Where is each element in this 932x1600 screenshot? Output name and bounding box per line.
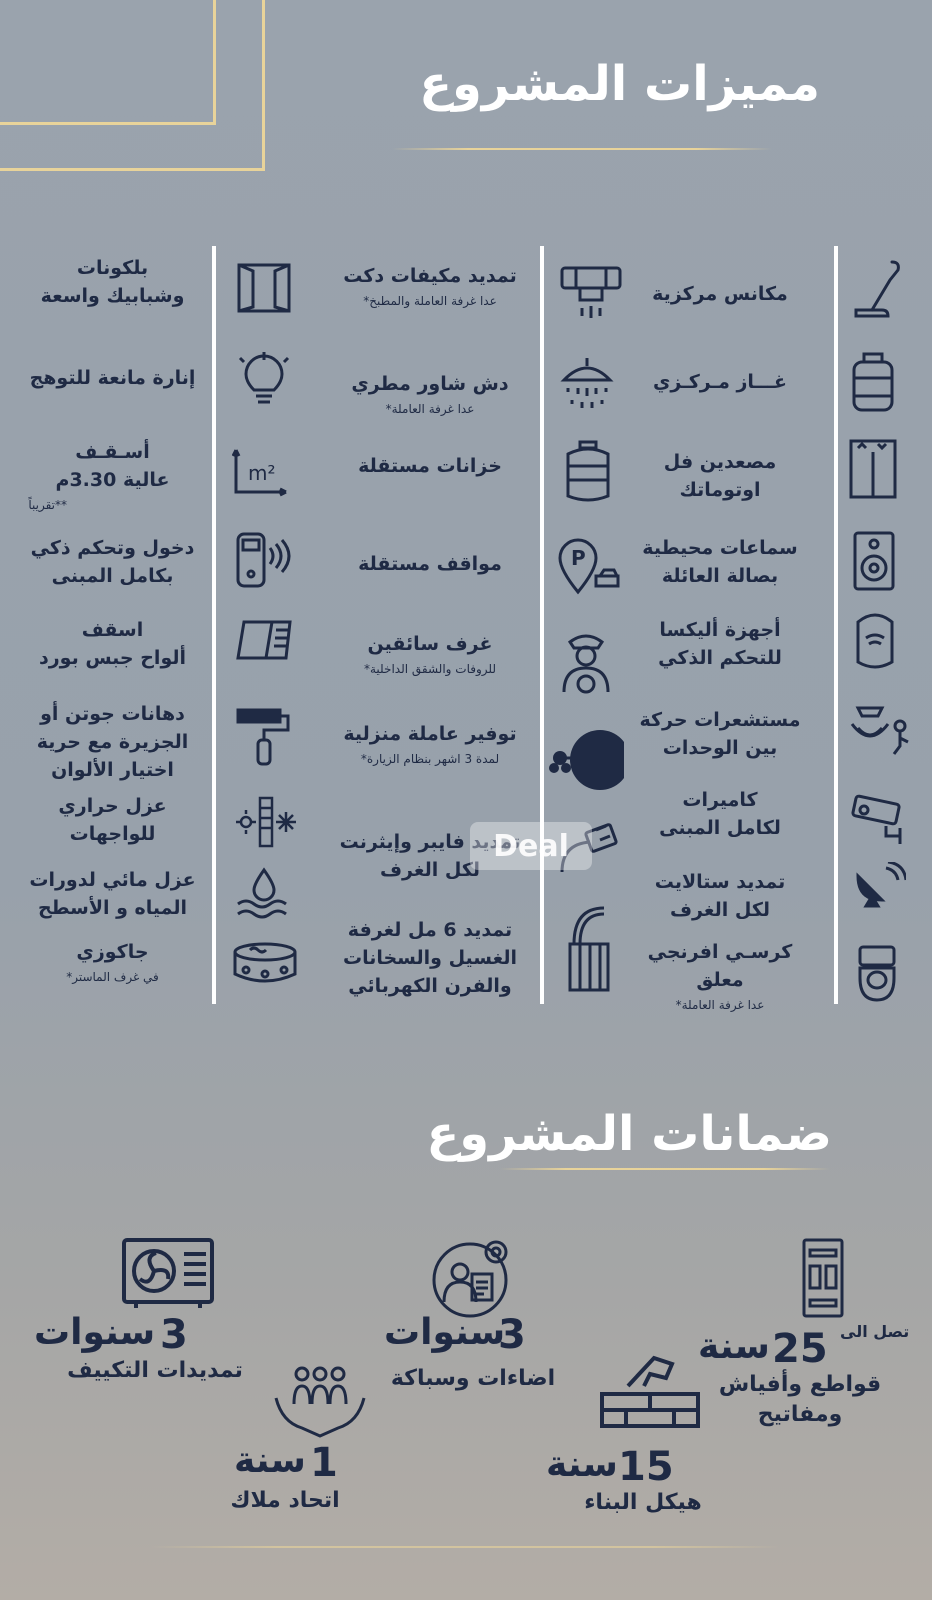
feature-paints: دهانات جوتن أو الجزيرة مع حرية اختيار الألوان — [36, 703, 189, 781]
features-title: مميزات المشروع — [419, 56, 820, 112]
guarantees-title-rule — [500, 1168, 830, 1170]
feature-rain-shower: دش شاور مطري عدا غرفة العاملة* — [351, 373, 509, 416]
feature-full-auto-elevators: مصعدين فل اوتوماتك — [663, 451, 777, 501]
duct-ac-icon — [558, 262, 624, 328]
cctv-camera-icon — [850, 794, 912, 846]
feature-separate-parking: مواقف مستقلة — [358, 553, 502, 575]
column-divider — [540, 246, 544, 1004]
switches-guarantee-number: 25 — [772, 1326, 828, 1372]
switches-guarantee-prefix: تصل الى — [840, 1322, 910, 1341]
feature-alexa-devices: أجهزة أليكسا للتحكم الذكي — [658, 619, 782, 669]
bottom-rule — [150, 1546, 780, 1548]
building-structure-icon — [598, 1354, 702, 1430]
smart-lock-icon — [234, 530, 294, 590]
switches-guarantee-caption: قواطع وأفياش ومفاتيح — [718, 1372, 882, 1427]
feature-motion-sensors: مستشعرات حركة بين الوحدات — [639, 709, 801, 759]
feature-6mm-wiring: تمديد 6 مل لغرفة الغسيل والسخانات والفرن الكهربائي — [342, 919, 517, 997]
feature-balconies: بلكونات وشبابيك واسعة — [40, 257, 185, 307]
feature-high-ceilings: أسـقـف عالية 3.30م **تقريباً — [28, 441, 170, 512]
owners-guarantee-unit: سنة — [234, 1440, 306, 1481]
feature-fiber-ethernet: تمديد فايبر وإيثرنت لكل الغرف — [339, 831, 521, 881]
svg-text:m²: m² — [248, 461, 276, 485]
structure-guarantee-number: 15 — [618, 1444, 674, 1490]
gold-frame-line — [262, 0, 265, 170]
features-title-rule — [392, 148, 772, 150]
feature-thermal-insulation: عزل حراري للواجهات — [58, 795, 167, 845]
ac-unit-icon — [120, 1236, 216, 1310]
watermark-logo: Deal — [470, 822, 592, 870]
water-tank-icon — [562, 440, 614, 504]
ac-guarantee-caption: تمديدات التكييف — [67, 1358, 243, 1383]
guarantees-title: ضمانات المشروع — [426, 1106, 832, 1162]
water-insulation-icon — [234, 866, 294, 922]
gold-frame-line — [0, 168, 265, 171]
bulb-icon — [238, 350, 290, 412]
housekeeper-icon — [548, 728, 624, 794]
circuit-breaker-icon — [800, 1236, 846, 1320]
rain-shower-icon — [558, 356, 616, 420]
satellite-dish-icon — [852, 862, 906, 914]
driver-icon — [558, 630, 614, 696]
parking-icon — [556, 534, 622, 596]
lighting-guarantee-number: 3 — [498, 1312, 526, 1358]
feature-cameras: كاميرات لكامل المبنى — [659, 789, 781, 839]
owners-guarantee-number: 1 — [310, 1440, 338, 1486]
feature-antiglare-lighting: إنارة مانعة للتوهج — [29, 367, 196, 389]
toilet-icon — [856, 944, 898, 1004]
lighting-guarantee-unit: سنوات — [384, 1312, 506, 1353]
thermal-insulation-icon — [236, 794, 296, 850]
elevator-icon — [848, 438, 898, 500]
ac-guarantee-number: 3 — [160, 1312, 188, 1358]
feature-driver-rooms: غرف سائقين للروفات والشقق الداخلية* — [364, 633, 496, 676]
feature-separate-tanks: خزانات مستقلة — [358, 455, 502, 477]
owners-association-icon — [272, 1364, 368, 1440]
gypsum-board-icon — [236, 618, 294, 662]
structure-guarantee-caption: هيكل البناء — [584, 1490, 702, 1515]
feature-wall-hung-toilet: كرسـي افرنجي معلق عدا غرفة العاملة* — [647, 941, 793, 1012]
jacuzzi-icon — [232, 940, 298, 988]
electric-cable-icon — [566, 904, 612, 996]
column-divider — [834, 246, 838, 1004]
feature-surround-speakers: سماعات محيطية بصالة العائلة — [642, 537, 798, 587]
feature-central-gas: غـــاز مـركـزي — [652, 371, 787, 393]
motion-sensor-icon — [848, 704, 914, 756]
feature-satellite-wiring: تمديد ستالايت لكل الغرف — [654, 871, 786, 921]
window-icon — [236, 262, 292, 314]
feature-duct-ac: تمديد مكيفات دكت عدا غرفة العاملة والمطبخ* — [343, 265, 517, 308]
ac-guarantee-unit: سنوات — [34, 1312, 156, 1353]
ceiling-height-m2-icon — [232, 444, 292, 498]
speaker-icon — [852, 530, 896, 592]
svg-text:P: P — [571, 546, 586, 570]
technician-icon — [430, 1236, 514, 1320]
owners-guarantee-caption: اتحاد ملاك — [230, 1488, 340, 1513]
gas-cylinder-icon — [848, 352, 898, 416]
feature-water-insulation: عزل مائي لدورات المياه و الأسطح — [29, 869, 196, 919]
smart-speaker-icon — [852, 612, 898, 672]
column-divider — [212, 246, 216, 1004]
paint-roller-icon — [234, 706, 294, 768]
feature-housemaid: توفير عاملة منزلية لمدة 3 اشهر بنظام الزيارة* — [343, 723, 517, 766]
feature-central-vacuum: مكانس مركزية — [652, 283, 788, 305]
lighting-guarantee-caption: اضاءات وسباكة — [390, 1366, 556, 1391]
feature-jacuzzi: جاكوزي في غرف الماستر* — [66, 941, 159, 984]
gold-frame-line — [0, 122, 216, 125]
feature-smart-access: دخول وتحكم ذكي بكامل المبنى — [30, 537, 195, 587]
gold-frame-line — [213, 0, 216, 124]
feature-gypsum-ceilings: اسقف ألواح جبس بورد — [38, 619, 187, 669]
vacuum-icon — [848, 256, 904, 320]
switches-guarantee-unit: سنة — [698, 1326, 770, 1367]
structure-guarantee-unit: سنة — [546, 1444, 618, 1485]
